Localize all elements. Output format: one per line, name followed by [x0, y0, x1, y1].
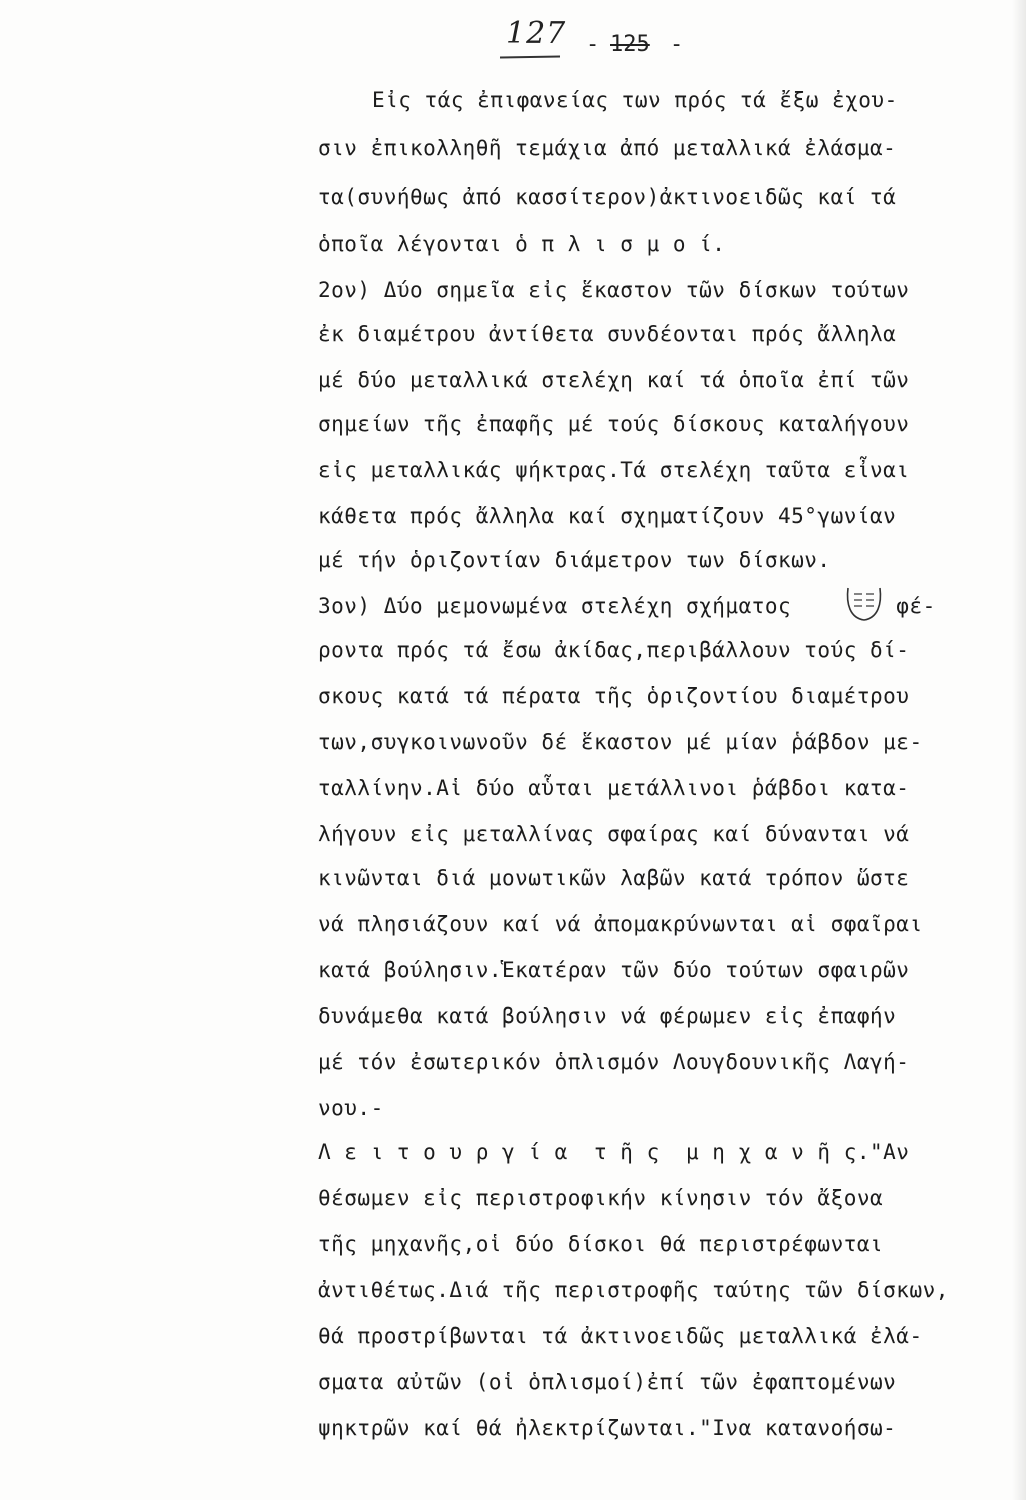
text-line: σματα αὐτῶν (οἱ ὁπλισμοί)ἐπί τῶν ἐφαπτομένων	[318, 1370, 897, 1394]
typed-page-number-struck: 125	[610, 32, 650, 57]
text-line: εἰς μεταλλικάς ψήκτρας.Τά στελέχη ταῦτα εἶναι	[318, 458, 910, 482]
text-line: σκους κατά τά πέρατα τῆς ὁριζοντίου διαμέτρου	[318, 684, 910, 708]
text-line: μέ τήν ὁριζοντίαν διάμετρον των δίσκων.	[318, 548, 831, 572]
text-line: ταλλίνην.Αἱ δύο αὗται μετάλλινοι ῥάβδοι κατα-	[318, 776, 910, 800]
text-line: θέσωμεν εἰς περιστροφικήν κίνησιν τόν ἄξονα	[318, 1186, 884, 1210]
text-line: 2ον) Δύο σημεῖα εἰς ἕκαστον τῶν δίσκων τούτων	[318, 278, 910, 302]
text-line: 3ον) Δύο μεμονωμένα στελέχη σχήματος φέ-	[318, 594, 936, 618]
text-line: κάθετα πρός ἄλληλα καί σχηματίζουν 45°γωνίαν	[318, 504, 897, 528]
text-line: τῆς μηχανῆς,οἱ δύο δίσκοι θά περιστρέφωνται	[318, 1232, 884, 1256]
text-line: ἀντιθέτως.Διά τῆς περιστροφῆς ταύτης τῶν δίσκων,	[318, 1278, 949, 1302]
text-line: ροντα πρός τά ἔσω ἀκίδας,περιβάλλουν τούς δί-	[318, 638, 910, 662]
text-line: μέ τόν ἐσωτερικόν ὁπλισμόν Λουγδουνικῆς Λαγή-	[318, 1050, 910, 1074]
text-line: κατά βούλησιν.Ἑκατέραν τῶν δύο τούτων σφαιρῶν	[318, 958, 910, 982]
text-line: Λ ε ι τ ο υ ρ γ ί α τ ῆ ς μ η χ α ν ῆ ς."Αν	[318, 1140, 910, 1164]
comb-shape-sketch-icon	[842, 584, 886, 624]
text-line: ὁποῖα λέγονται ὁ π λ ι σ μ ο ί.	[318, 232, 726, 256]
text-line: ψηκτρῶν καί θά ἠλεκτρίζωνται."Ινα κατανοήσω-	[318, 1416, 897, 1440]
text-line: σημείων τῆς ἐπαφῆς μέ τούς δίσκους καταλήγουν	[318, 412, 910, 436]
header-dash-right: -	[670, 32, 684, 57]
text-line: μέ δύο μεταλλικά στελέχη καί τά ὁποῖα ἐπί τῶν	[318, 368, 910, 392]
text-line: νου.-	[318, 1096, 384, 1120]
text-line: σιν ἐπικολληθῆ τεμάχια ἀπό μεταλλικά ἐλάσμα-	[318, 136, 897, 160]
header-dash-left: -	[586, 32, 600, 57]
text-line: δυνάμεθα κατά βούλησιν νά φέρωμεν εἰς ἐπαφήν	[318, 1004, 897, 1028]
text-line: κινῶνται διά μονωτικῶν λαβῶν κατά τρόπον ὥστε	[318, 866, 910, 890]
text-line: θά προστρίβωνται τά ἀκτινοειδῶς μεταλλικά ἐλά-	[318, 1324, 923, 1348]
text-line: λήγουν εἰς μεταλλίνας σφαίρας καί δύνανται νά	[318, 822, 910, 846]
text-line: των,συγκοινωνοῦν δέ ἕκαστον μέ μίαν ῥάβδον με-	[318, 730, 923, 754]
text-line: ἐκ διαμέτρου ἀντίθετα συνδέονται πρός ἄλληλα	[318, 322, 897, 346]
handwritten-page-number: 127	[506, 16, 567, 51]
text-line: νά πλησιάζουν καί νά ἀπομακρύνωνται αἱ σφαῖραι	[318, 912, 923, 936]
text-line: τα(συνήθως ἀπό κασσίτερον)ἀκτινοειδῶς καί τά	[318, 185, 897, 209]
text-line: Εἰς τάς ἐπιφανείας των πρός τά ἔξω ἐχου-	[372, 88, 898, 112]
